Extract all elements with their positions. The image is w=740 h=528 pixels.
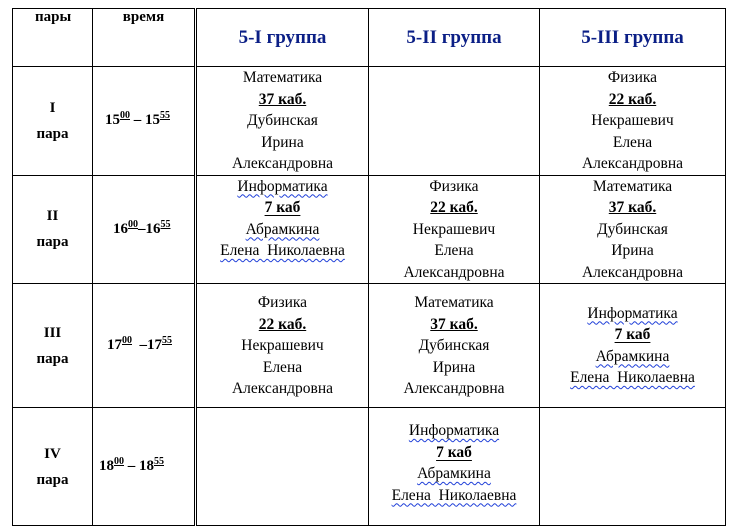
- schedule-table: [12, 8, 726, 526]
- teacher-name: Елена Николаевна: [220, 242, 345, 259]
- group-header-2: 5-II группа: [369, 9, 540, 67]
- room: 37 каб.: [608, 199, 657, 216]
- subject: Физика: [429, 177, 479, 195]
- pair-number: III пара: [13, 284, 93, 408]
- subject: Физика: [257, 294, 308, 311]
- lesson-cell: [196, 175, 369, 284]
- room: 22 каб.: [608, 90, 657, 108]
- lesson-cell-empty: [196, 408, 369, 526]
- teacher-name: Елена Николаевна: [391, 486, 517, 504]
- pair-number: IV пара: [13, 408, 93, 526]
- subject: Математика: [242, 69, 323, 86]
- teacher-first: Елена: [612, 133, 653, 151]
- teacher-first: Ирина: [611, 242, 654, 259]
- pairs-header: пары: [13, 9, 93, 67]
- teacher-last: Абрамкина: [245, 220, 320, 238]
- room: 37 каб.: [258, 90, 307, 108]
- teacher-patronymic: Александровна: [403, 263, 505, 281]
- teacher-patronymic: Александровна: [581, 263, 684, 281]
- subject: Информатика: [408, 422, 500, 439]
- room: 37 каб.: [430, 315, 478, 333]
- teacher-name: Елена Николаевна: [570, 369, 695, 386]
- teacher-last: Дубинская: [597, 220, 668, 238]
- room: 7 каб: [436, 443, 472, 461]
- lesson-cell: [540, 175, 726, 284]
- lesson-cell: [540, 284, 726, 408]
- subject: Математика: [414, 294, 494, 311]
- lesson-cell-empty: [540, 408, 726, 526]
- pair-time: $15^{00} - 15^{55}$: [93, 67, 196, 176]
- room: 7 каб: [614, 326, 651, 343]
- subject: Информатика: [237, 177, 328, 195]
- teacher-last: Абрамкина: [417, 465, 491, 482]
- teacher-last: Дубинская: [247, 112, 318, 129]
- group-header-3: 5-III группа: [540, 9, 726, 67]
- pair-time: $18^{00} - 18^{55}$: [93, 408, 196, 526]
- header-row: [13, 9, 726, 67]
- table-row: [13, 175, 726, 284]
- teacher-first: Ирина: [261, 133, 304, 151]
- teacher-first: Елена: [434, 242, 474, 259]
- subject: Информатика: [587, 304, 678, 322]
- pair-time: $16^{00}-16^{55}$: [93, 175, 196, 284]
- teacher-last: Дубинская: [418, 337, 490, 354]
- subject: Физика: [607, 69, 658, 86]
- lesson-cell: [196, 67, 369, 176]
- time-header: время: [93, 9, 196, 67]
- teacher-patronymic: Александровна: [403, 380, 505, 397]
- table-row: [13, 67, 726, 176]
- lesson-cell: [369, 284, 540, 408]
- teacher-last: Абрамкина: [595, 347, 670, 365]
- room: 22 каб.: [258, 315, 307, 333]
- teacher-first: Елена: [262, 358, 303, 376]
- group-header-1: 5-I группа: [196, 9, 369, 67]
- teacher-first: Ирина: [432, 358, 476, 376]
- lesson-cell: [196, 284, 369, 408]
- subject: Математика: [592, 177, 673, 195]
- room: 7 каб: [264, 199, 301, 216]
- table-row: [13, 408, 726, 526]
- pair-number: II пара: [13, 175, 93, 284]
- room: 22 каб.: [430, 199, 478, 216]
- pair-time: $17^{00}$ $-17^{55}$: [93, 284, 196, 408]
- teacher-last: Некрашевич: [591, 112, 674, 129]
- teacher-last: Некрашевич: [412, 220, 496, 238]
- lesson-cell-empty: [369, 67, 540, 176]
- teacher-patronymic: Александровна: [231, 380, 334, 397]
- lesson-cell: [369, 408, 540, 526]
- teacher-last: Некрашевич: [241, 337, 324, 354]
- pair-number: I пара: [13, 67, 93, 176]
- table-row: [13, 284, 726, 408]
- teacher-patronymic: Александровна: [581, 155, 684, 172]
- lesson-cell: [369, 175, 540, 284]
- teacher-patronymic: Александровна: [231, 155, 334, 172]
- lesson-cell: [540, 67, 726, 176]
